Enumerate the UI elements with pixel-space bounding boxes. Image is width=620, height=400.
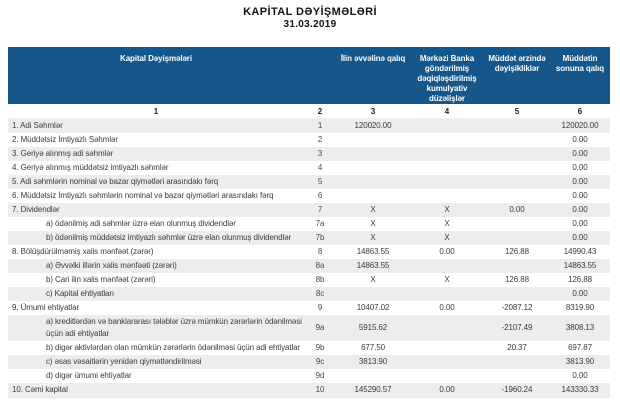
report-header <box>0 0 620 31</box>
row-value: 0.00 <box>572 205 588 214</box>
column-number: 2 <box>317 106 323 116</box>
row-label: 5. Adi səhmlərin nominal və bazar qiymətləri arasındakı fərq <box>12 177 219 186</box>
table-row <box>8 203 610 217</box>
row-label: 9. Ümumi ehtiyatlar <box>12 303 80 312</box>
table-row <box>8 301 610 315</box>
row-label: 4. Geriyə alınmış müddətsiz imtiyazlı səhmlər <box>12 163 169 172</box>
row-label: 1. Adi Səhmlər <box>12 121 63 130</box>
row-value: 0.00 <box>572 177 588 186</box>
row-value: 0.00 <box>572 149 588 158</box>
row-value: 126.88 <box>505 275 529 284</box>
table-body <box>8 119 610 397</box>
row-value: 126.88 <box>568 275 592 284</box>
row-value: X <box>370 205 376 214</box>
column-number: 6 <box>577 106 583 116</box>
row-number: 3 <box>317 149 323 158</box>
row-value: 20.37 <box>507 343 527 352</box>
row-label: c) Kapital ehtiyatları <box>46 289 115 298</box>
row-label: 10. Cəmi kapital <box>12 385 68 394</box>
row-number: 7a <box>315 219 325 228</box>
row-number: 10 <box>315 385 325 394</box>
row-label: 2. Müddətsiz İmtiyazlı Səhmlər <box>12 135 118 144</box>
row-number: 9b <box>315 343 325 352</box>
row-number: 8b <box>315 275 325 284</box>
row-number: 9c <box>315 357 325 366</box>
row-number: 2 <box>317 135 323 144</box>
row-value: 697.87 <box>568 343 592 352</box>
row-value: 0.00 <box>572 163 588 172</box>
table-row <box>8 383 610 397</box>
row-value: 3813.90 <box>565 357 595 366</box>
table-row <box>8 119 610 133</box>
row-number: 7 <box>317 205 323 214</box>
table-row <box>8 189 610 203</box>
column-header-rownum <box>304 47 336 104</box>
row-value: 0.00 <box>439 247 455 256</box>
row-label: a) kreditlərdən və banklararası tələblər üzrə mümkün zərərlərin ödənilməsi üçün adi ehtiyatlar <box>46 317 302 338</box>
row-value: -1960.24 <box>501 385 533 394</box>
row-label: c) əsas vəsaitlərin yenidən qiymətləndirilməsi <box>46 357 202 366</box>
column-header-name: Kapital Dəyişmələri <box>120 54 192 63</box>
page-title: KAPİTAL DƏYİŞMƏLƏRİ <box>243 6 377 18</box>
row-value: 126.88 <box>505 247 529 256</box>
table-row <box>8 245 610 259</box>
column-header-opening-balance: İlin əvvəlinə qalıq <box>340 54 406 63</box>
table-row <box>8 217 610 231</box>
column-header-cumulative-adjustments: Mərkəzi Banka göndərilmiş dəqiqləşdirilmiş kumulyativ düzəlişlər <box>417 54 477 103</box>
row-number: 9a <box>315 323 325 332</box>
column-header-period-changes: Müddət ərzində dəyişikliklər <box>488 54 546 73</box>
row-label: 6. Müddətsiz İmtiyazlı səhmlərin nominal və bazar qiymətləri arasındakı fərq <box>12 191 274 200</box>
row-number: 8c <box>315 289 325 298</box>
row-number: 4 <box>317 163 323 172</box>
column-header-closing-balance: Müddətin sonuna qalıq <box>555 54 605 73</box>
row-number: 8 <box>317 247 323 256</box>
row-value: 3808.13 <box>565 323 595 332</box>
row-value: X <box>444 233 450 242</box>
row-value: 3813.90 <box>358 357 388 366</box>
row-value: 120020.00 <box>354 121 392 130</box>
row-value: 8319.90 <box>565 303 595 312</box>
table-row <box>8 231 610 245</box>
row-value: X <box>370 233 376 242</box>
row-value: 14863.55 <box>356 261 390 270</box>
row-number: 8a <box>315 261 325 270</box>
column-number: 4 <box>444 106 450 116</box>
row-value: 145290.57 <box>354 385 392 394</box>
row-number: 9d <box>315 371 325 380</box>
row-value: X <box>444 219 450 228</box>
row-value: 120020.00 <box>561 121 599 130</box>
row-value: 0.00 <box>509 205 525 214</box>
row-value: 0.00 <box>572 191 588 200</box>
row-value: 0.00 <box>572 233 588 242</box>
column-number: 5 <box>514 106 520 116</box>
table-row <box>8 341 610 355</box>
row-label: b) Cari ilin xalis mənfəət (zərəri) <box>46 275 156 284</box>
row-value: 0.00 <box>439 303 455 312</box>
table-row <box>8 259 610 273</box>
row-number: 7b <box>315 233 325 242</box>
report-date: 31.03.2019 <box>283 19 337 30</box>
column-number: 3 <box>370 106 376 116</box>
row-value: 0.00 <box>439 385 455 394</box>
row-value: X <box>370 275 376 284</box>
table-header-row <box>8 47 610 104</box>
table-row <box>8 355 610 369</box>
row-value: -2107.49 <box>501 323 533 332</box>
row-value: X <box>444 205 450 214</box>
row-number: 1 <box>317 121 323 130</box>
row-label: a) ödənilmiş adi səhmlər üzrə elan olunmuş dividendlər <box>46 219 236 228</box>
row-label: a) Əvvəlki illərin xalis mənfəəti (zərəri) <box>46 261 177 270</box>
row-value: 0.00 <box>572 135 588 144</box>
table-row <box>8 161 610 175</box>
row-number: 6 <box>317 191 323 200</box>
row-number: 5 <box>317 177 323 186</box>
row-label: b) ödənilmiş müddətsiz imtiyazlı səhmlər üzrə elan olunmuş dividendlər <box>46 233 292 242</box>
row-label: 3. Geriyə alınmış adi səhmlər <box>12 149 114 158</box>
table-row <box>8 315 610 341</box>
row-value: 143330.33 <box>561 385 599 394</box>
row-number: 9 <box>317 303 323 312</box>
row-value: 14863.55 <box>563 261 597 270</box>
row-label: b) digər aktivlərdən olan mümkün zərərlərin ödənilməsi üçün adi ehtiyatlar <box>46 343 301 352</box>
table-row <box>8 175 610 189</box>
row-label: d) digər ümumi ehtiyatlar <box>46 371 132 380</box>
row-value: 5915.62 <box>358 323 388 332</box>
row-value: 0.00 <box>572 289 588 298</box>
table-row <box>8 133 610 147</box>
table-row <box>8 147 610 161</box>
row-value: X <box>370 219 376 228</box>
column-number-row <box>8 104 610 119</box>
row-value: X <box>444 275 450 284</box>
row-label: 8. Bölüşdürülməmiş xalis mənfəət (zərər) <box>12 247 154 256</box>
table-row <box>8 273 610 287</box>
row-value: 0.00 <box>572 219 588 228</box>
row-value: -2087.12 <box>501 303 533 312</box>
table-row <box>8 287 610 301</box>
row-value: 14990.43 <box>563 247 597 256</box>
row-value: 10407.02 <box>356 303 390 312</box>
table-row <box>8 369 610 383</box>
capital-changes-table <box>8 47 610 398</box>
row-label: 7. Dividendlər <box>12 205 60 214</box>
row-value: 677.50 <box>361 343 385 352</box>
row-value: 0.00 <box>572 371 588 380</box>
row-value: 14863.55 <box>356 247 390 256</box>
column-number: 1 <box>153 106 159 116</box>
